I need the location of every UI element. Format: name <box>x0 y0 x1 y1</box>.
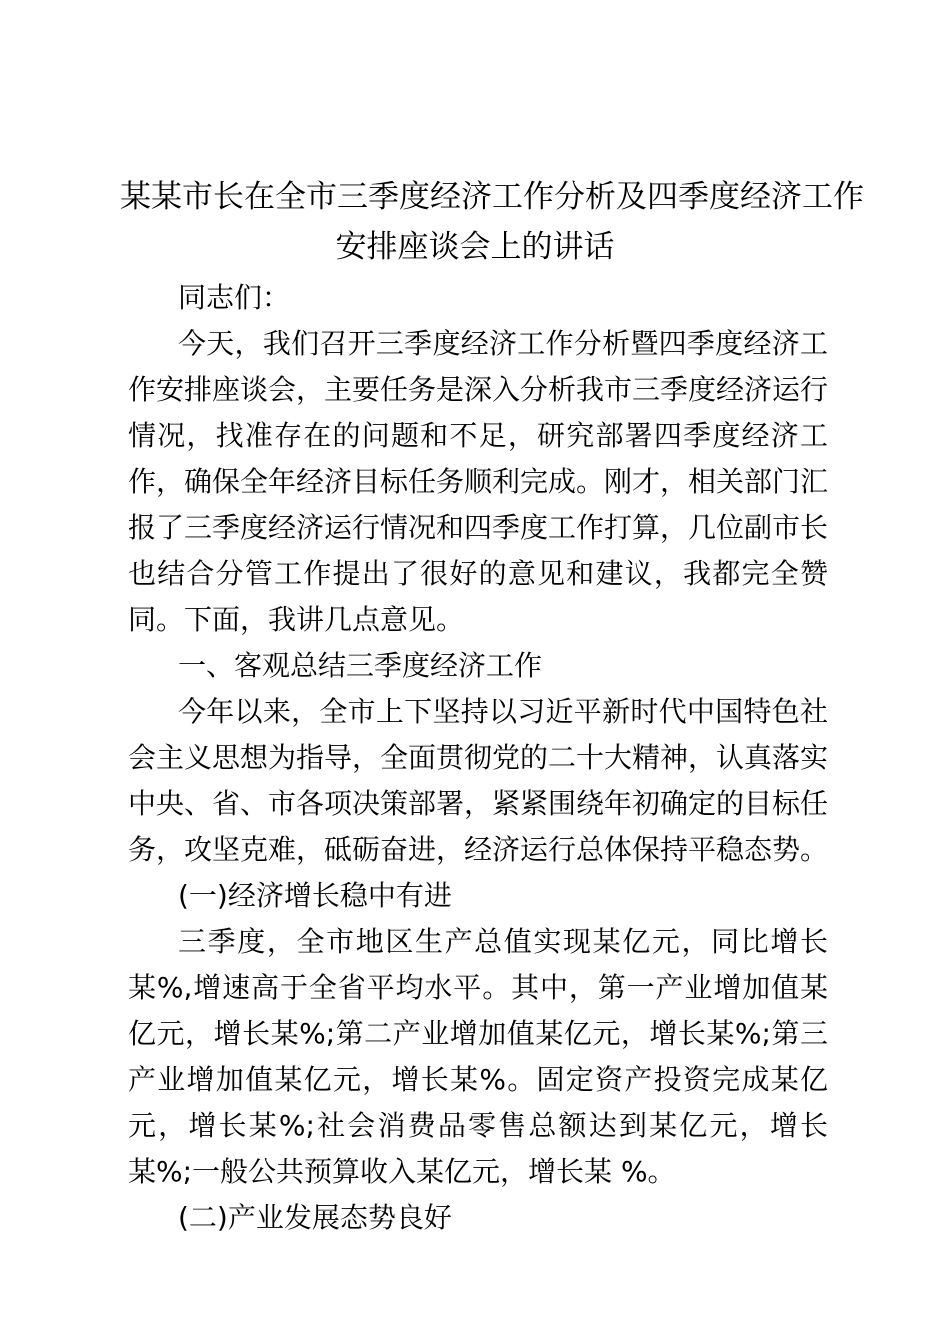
intro-paragraph: 今天，我们召开三季度经济工作分析暨四季度经济工作安排座谈会，主要任务是深入分析我市三季度经济运行情况，找准存在的问题和不足，研究部署四季度经济工作，确保全年经济目标任务顺利完成。刚才，相关部门汇报了三季度经济运行情况和四季度工作打算，几位副市长也结合分管工作提出了很好的意见和建议，我都完全赞同。下面，我讲几点意见。 <box>128 327 829 636</box>
subsection-1-paragraph: 三季度，全市地区生产总值实现某亿元，同比增长某%,增速高于全省平均水平。其中，第一产业增加值某亿元，增长某%;第二产业增加值某亿元，增长某%;第三产业增加值某亿元，增长某%。固定资产投资完成某亿元，增长某%;社会消费品零售总额达到某亿元，增长某%;一般公共预算收入某亿元，增长某 %。 <box>128 925 828 1188</box>
subsection-1-heading: (一)经济增长稳中有进 <box>178 879 452 912</box>
section-1-paragraph: 今年以来，全市上下坚持以习近平新时代中国特色社会主义思想为指导，全面贯彻党的二十大精神，认真落实中央、省、市各项决策部署，紧紧围绕年初确定的目标任务，攻坚克难，砥砺奋进，经济运行总体保持平稳态势。 <box>128 695 829 866</box>
document-body <box>128 275 828 1241</box>
subsection-2-heading: (二)产业发展态势良好 <box>178 1201 452 1234</box>
document-title-line-2: 安排座谈会上的讲话 <box>335 229 615 265</box>
salutation: 同志们： <box>178 281 291 314</box>
section-1-heading: 一、客观总结三季度经济工作 <box>178 649 543 682</box>
document-title-line-1: 某某市长在全市三季度经济工作分析及四季度经济工作 <box>120 179 864 215</box>
